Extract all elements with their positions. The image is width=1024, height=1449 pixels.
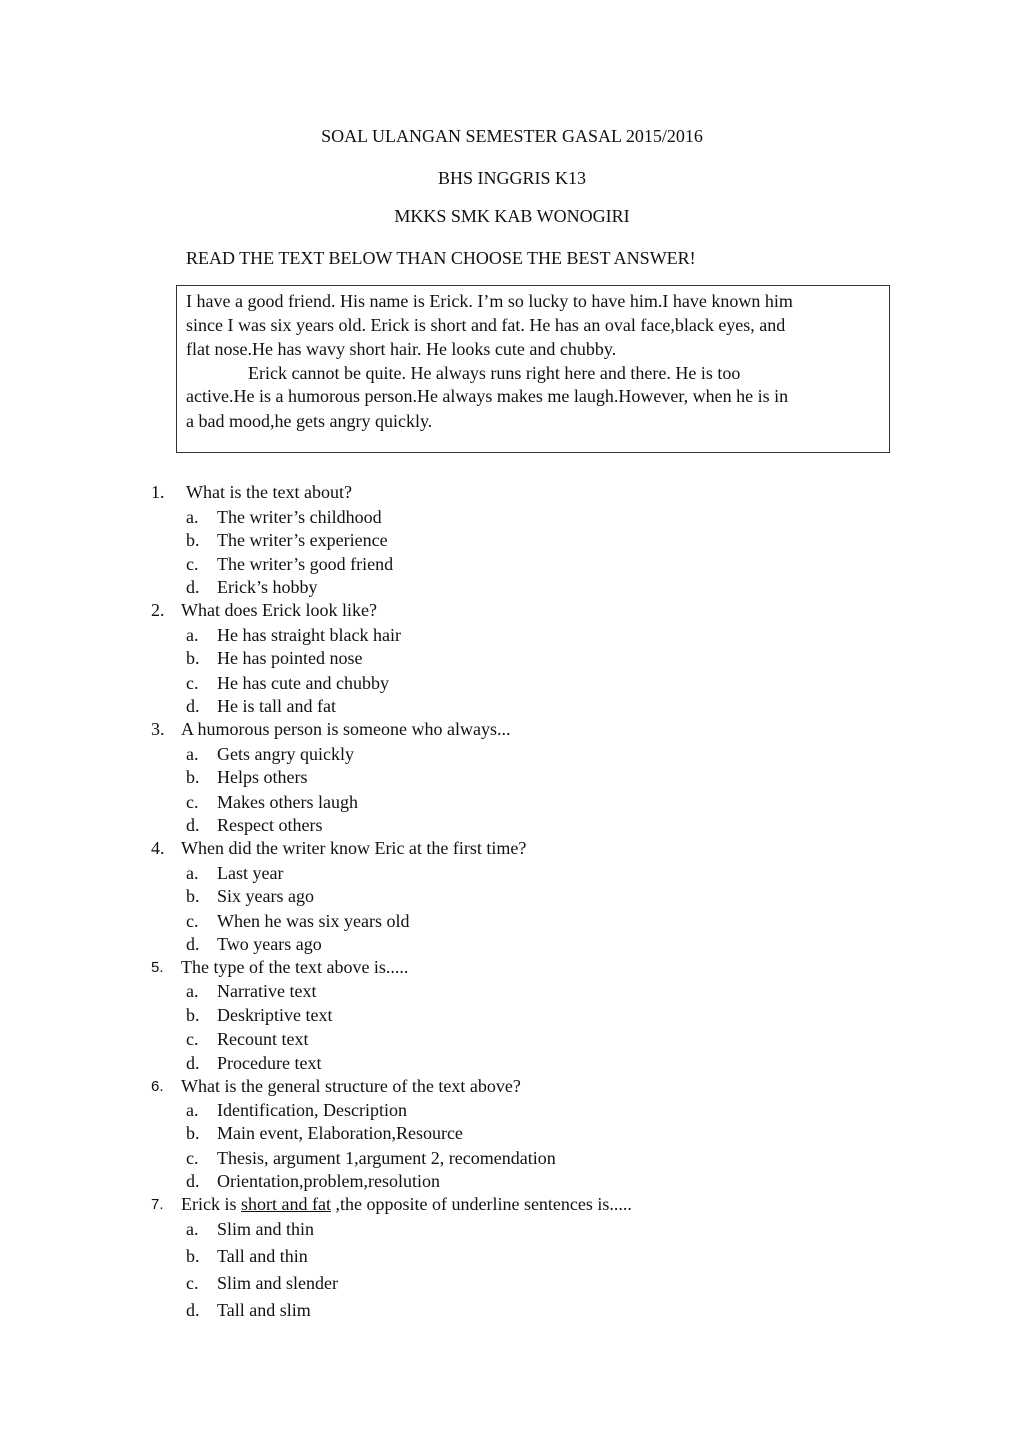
option-text: When he was six years old (217, 911, 410, 931)
option-letter: a. (186, 744, 199, 764)
passage-line: a bad mood,he gets angry quickly. (186, 411, 433, 431)
option-letter: c. (186, 911, 199, 931)
option-text: Thesis, argument 1,argument 2, recomendation (217, 1148, 556, 1168)
question-number: 5. (151, 959, 164, 976)
option-letter: a. (186, 1100, 199, 1120)
question-number: 6. (151, 1078, 164, 1095)
option-letter: c. (186, 673, 199, 693)
underlined-phrase: short and fat (241, 1194, 331, 1214)
option-text: Makes others laugh (217, 792, 358, 812)
option-letter: d. (186, 934, 200, 954)
question-text: What does Erick look like? (181, 600, 377, 620)
passage-line: I have a good friend. His name is Erick. I’m so lucky to have him.I have known him (186, 291, 793, 311)
option-letter: a. (186, 863, 199, 883)
option-letter: c. (186, 1148, 199, 1168)
question-number: 3. (151, 719, 165, 739)
option-text: He has pointed nose (217, 648, 363, 668)
option-letter: d. (186, 1171, 200, 1191)
question-text: What is the general structure of the text above? (181, 1076, 521, 1096)
question-text: What is the text about? (186, 482, 352, 502)
option-letter: c. (186, 1273, 199, 1293)
option-letter: d. (186, 1053, 200, 1073)
passage-line: active.He is a humorous person.He always makes me laugh.However, when he is in (186, 386, 789, 406)
question-number: 7. (151, 1196, 164, 1213)
option-text: Helps others (217, 767, 308, 787)
option-text: Recount text (217, 1029, 309, 1049)
option-text: Narrative text (217, 981, 317, 1001)
option-letter: b. (186, 1123, 200, 1143)
option-text: Tall and slim (217, 1300, 311, 1320)
option-letter: c. (186, 1029, 199, 1049)
option-letter: c. (186, 554, 199, 574)
option-text: The writer’s childhood (217, 507, 382, 527)
option-text: Identification, Description (217, 1100, 407, 1120)
question-number: 1. (151, 482, 165, 502)
option-text: Deskriptive text (217, 1005, 333, 1025)
option-letter: b. (186, 1246, 200, 1266)
exam-instruction: READ THE TEXT BELOW THAN CHOOSE THE BEST ANSWER! (186, 248, 696, 268)
question-number: 2. (151, 600, 165, 620)
option-letter: b. (186, 767, 200, 787)
question-text-after: ,the opposite of underline sentences is..... (330, 1194, 632, 1214)
option-text: Procedure text (217, 1053, 322, 1073)
question-text-before: Erick is (181, 1194, 241, 1214)
option-text: Erick’s hobby (217, 577, 318, 597)
exam-organizer: MKKS SMK KAB WONOGIRI (394, 206, 630, 226)
option-letter: c. (186, 792, 199, 812)
option-text: Two years ago (217, 934, 322, 954)
option-text: Orientation,problem,resolution (217, 1171, 440, 1191)
option-letter: d. (186, 1300, 200, 1320)
exam-title: SOAL ULANGAN SEMESTER GASAL 2015/2016 (321, 126, 703, 146)
question-text: The type of the text above is..... (181, 957, 409, 977)
question-text: A humorous person is someone who always... (181, 719, 511, 739)
option-text: Gets angry quickly (217, 744, 354, 764)
option-letter: b. (186, 886, 200, 906)
option-text: Tall and thin (217, 1246, 308, 1266)
option-letter: a. (186, 981, 199, 1001)
passage-line: Erick cannot be quite. He always runs right here and there. He is too (248, 363, 741, 383)
passage-line: flat nose.He has wavy short hair. He looks cute and chubby. (186, 339, 617, 359)
option-text: Last year (217, 863, 284, 883)
option-letter: b. (186, 1005, 200, 1025)
option-letter: d. (186, 577, 200, 597)
question-text (181, 1194, 632, 1215)
option-text: Six years ago (217, 886, 314, 906)
option-text: Slim and thin (217, 1219, 315, 1239)
passage-line: since I was six years old. Erick is short and fat. He has an oval face,black eyes, and (186, 315, 786, 335)
option-letter: b. (186, 648, 200, 668)
option-text: Slim and slender (217, 1273, 338, 1293)
option-letter: d. (186, 696, 200, 716)
question-text: When did the writer know Eric at the first time? (181, 838, 527, 858)
option-letter: d. (186, 815, 200, 835)
question-number: 4. (151, 838, 165, 858)
option-letter: a. (186, 507, 199, 527)
option-text: Main event, Elaboration,Resource (217, 1123, 463, 1143)
exam-subject: BHS INGGRIS K13 (437, 168, 587, 188)
option-text: He is tall and fat (217, 696, 336, 716)
option-text: He has cute and chubby (217, 673, 389, 693)
option-letter: b. (186, 530, 200, 550)
option-text: The writer’s experience (217, 530, 388, 550)
option-text: Respect others (217, 815, 323, 835)
option-text: The writer’s good friend (217, 554, 394, 574)
option-letter: a. (186, 1219, 199, 1239)
option-letter: a. (186, 625, 199, 645)
option-text: He has straight black hair (217, 625, 401, 645)
